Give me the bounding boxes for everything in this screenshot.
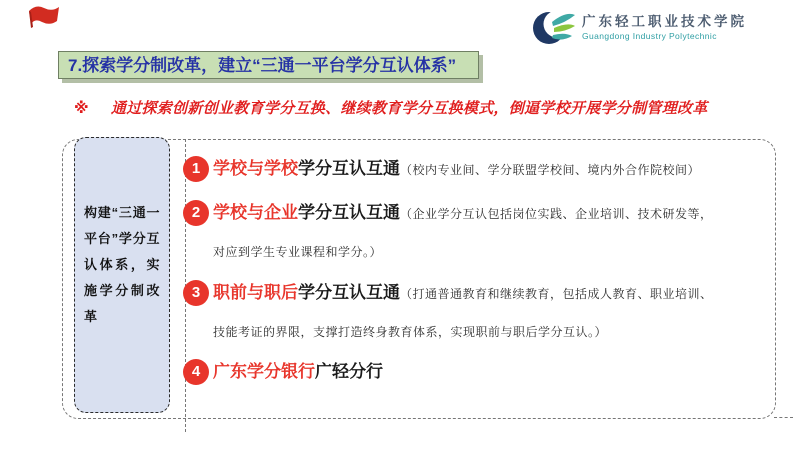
- item-2-heading: 学分互认互通: [298, 203, 400, 222]
- slide-subtitle: [74, 97, 754, 118]
- reference-mark: ※: [74, 100, 89, 117]
- item-1-highlight: 学校与学校: [213, 159, 298, 178]
- item-2-note-line2: 对应到学生专业课程和学分。）: [213, 245, 383, 259]
- item-2-highlight: 学校与企业: [213, 203, 298, 222]
- dashed-bottom-extension: [774, 417, 793, 418]
- school-logo-icon: [532, 8, 576, 48]
- item-3-heading: 学分互认互通: [298, 283, 400, 302]
- item-3-highlight: 职前与职后: [213, 283, 298, 302]
- item-4-number-badge: 4: [183, 359, 209, 385]
- item-4: [213, 353, 778, 391]
- item-1-note: （校内专业间、学分联盟学校间、境内外合作院校间）: [400, 163, 701, 177]
- item-4-heading: 广轻分行: [315, 362, 383, 381]
- item-3-note-line2: 技能考证的界限，支撑打造终身教育体系，实现职前与职后学分互认。）: [213, 325, 608, 339]
- school-logo: [532, 8, 772, 48]
- flag-shape: [28, 4, 60, 30]
- item-3: [213, 274, 778, 351]
- item-1: [213, 150, 778, 189]
- red-flag-icon: [28, 4, 60, 30]
- item-1-heading: 学分互认互通: [298, 159, 400, 178]
- sidebar-summary-box: 构建“三通一平台”学分互认体系，实施学分制改革: [74, 137, 170, 413]
- slide-title: 7.探索学分制改革，建立“三通一平台学分互认体系”: [58, 51, 479, 79]
- school-name-en: Guangdong Industry Polytechnic: [582, 30, 717, 41]
- subtitle-text: 通过探索创新创业教育学分互换、继续教育学分互换模式，倒逼学校开展学分制管理改革: [110, 100, 708, 117]
- school-name-cn: 广东轻工职业技术学院: [582, 13, 747, 29]
- item-4-highlight: 广东学分银行: [213, 362, 315, 381]
- item-2: [213, 194, 778, 271]
- item-1-number-badge: 1: [183, 156, 209, 182]
- item-2-note: （企业学分互认包括岗位实践、企业培训、技术研发等，: [400, 207, 713, 221]
- item-2-number-badge: 2: [183, 200, 209, 226]
- item-3-note: （打通普通教育和继续教育，包括成人教育、职业培训、: [400, 287, 713, 301]
- item-3-number-badge: 3: [183, 280, 209, 306]
